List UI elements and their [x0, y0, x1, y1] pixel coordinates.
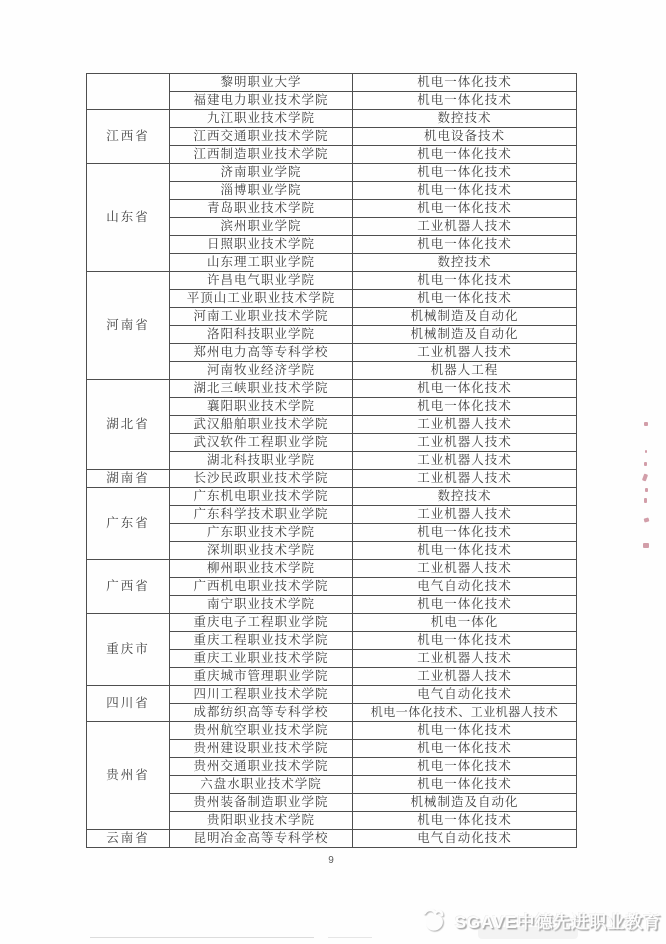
major-cell: 机电一体化技术	[353, 722, 577, 740]
major-cell: 机电一体化技术	[353, 596, 577, 614]
school-cell: 江西交通职业技术学院	[170, 128, 353, 146]
major-cell: 机电一体化技术	[353, 272, 577, 290]
school-cell: 淄博职业学院	[170, 182, 353, 200]
province-cell: 广西省	[87, 560, 170, 614]
table-row	[87, 830, 577, 848]
school-cell: 河南工业职业技术学院	[170, 308, 353, 326]
school-cell: 福建电力职业技术学院	[170, 92, 353, 110]
school-cell: 贵州装备制造职业学院	[170, 794, 353, 812]
province-cell: 湖南省	[87, 470, 170, 488]
major-cell: 机电一体化技术	[353, 290, 577, 308]
school-cell: 江西制造职业技术学院	[170, 146, 353, 164]
major-cell: 数控技术	[353, 488, 577, 506]
school-cell: 重庆工程职业技术学院	[170, 632, 353, 650]
major-cell: 工业机器人技术	[353, 560, 577, 578]
divider-line	[90, 937, 314, 938]
major-cell: 机电一体化技术、工业机器人技术	[353, 704, 577, 722]
province-cell	[87, 74, 170, 110]
major-cell: 机电一体化技术	[353, 146, 577, 164]
major-cell: 机械制造及自动化	[353, 794, 577, 812]
major-cell: 工业机器人技术	[353, 416, 577, 434]
province-cell: 四川省	[87, 686, 170, 722]
school-cell: 四川工程职业技术学院	[170, 686, 353, 704]
school-cell: 贵州航空职业技术学院	[170, 722, 353, 740]
school-cell: 平顶山工业职业技术学院	[170, 290, 353, 308]
major-cell: 机电一体化技术	[353, 524, 577, 542]
school-cell: 成都纺织高等专科学校	[170, 704, 353, 722]
major-cell: 机电设备技术	[353, 128, 577, 146]
province-cell: 河南省	[87, 272, 170, 380]
major-cell: 机电一体化技术	[353, 542, 577, 560]
school-cell: 贵州交通职业技术学院	[170, 758, 353, 776]
school-cell: 襄阳职业技术学院	[170, 398, 353, 416]
divider-line	[328, 937, 372, 938]
major-cell: 机电一体化技术	[353, 740, 577, 758]
school-cell: 湖北科技职业学院	[170, 452, 353, 470]
school-cell: 贵阳职业技术学院	[170, 812, 353, 830]
margin-red-marks	[642, 422, 650, 552]
table-row	[87, 272, 577, 290]
province-college-major-table	[86, 73, 577, 848]
school-cell: 洛阳科技职业学院	[170, 326, 353, 344]
footer-brand	[422, 906, 661, 936]
major-cell: 数控技术	[353, 110, 577, 128]
school-cell: 湖北三峡职业技术学院	[170, 380, 353, 398]
major-cell: 工业机器人技术	[353, 470, 577, 488]
school-cell: 广东机电职业技术学院	[170, 488, 353, 506]
major-cell: 机电一体化技术	[353, 164, 577, 182]
school-cell: 昆明冶金高等专科学校	[170, 830, 353, 848]
sgave-logo-icon	[422, 908, 450, 934]
school-cell: 深圳职业技术学院	[170, 542, 353, 560]
school-cell: 日照职业技术学院	[170, 236, 353, 254]
table-row	[87, 164, 577, 182]
school-cell: 长沙民政职业技术学院	[170, 470, 353, 488]
major-cell: 工业机器人技术	[353, 344, 577, 362]
school-cell: 许昌电气职业学院	[170, 272, 353, 290]
major-cell: 机械制造及自动化	[353, 326, 577, 344]
table-row	[87, 686, 577, 704]
major-cell: 工业机器人技术	[353, 434, 577, 452]
major-cell: 工业机器人技术	[353, 650, 577, 668]
table-row	[87, 488, 577, 506]
major-cell: 电气自动化技术	[353, 686, 577, 704]
major-cell: 工业机器人技术	[353, 506, 577, 524]
school-cell: 重庆城市管理职业学院	[170, 668, 353, 686]
table-row	[87, 614, 577, 632]
major-cell: 机器人工程	[353, 362, 577, 380]
major-cell: 机电一体化技术	[353, 200, 577, 218]
brand-text: SGAVE中德先进职业教育	[454, 911, 661, 932]
school-cell: 广西机电职业技术学院	[170, 578, 353, 596]
school-cell: 黎明职业大学	[170, 74, 353, 92]
major-cell: 电气自动化技术	[353, 830, 577, 848]
page-number: 9	[328, 855, 334, 866]
province-cell: 广东省	[87, 488, 170, 560]
major-cell: 机电一体化技术	[353, 632, 577, 650]
province-cell: 重庆市	[87, 614, 170, 686]
major-cell: 机械制造及自动化	[353, 308, 577, 326]
province-cell: 江西省	[87, 110, 170, 164]
school-cell: 六盘水职业技术学院	[170, 776, 353, 794]
school-cell: 广东科学技术职业学院	[170, 506, 353, 524]
table-row	[87, 380, 577, 398]
province-cell: 贵州省	[87, 722, 170, 830]
major-cell: 机电一体化技术	[353, 236, 577, 254]
table-row	[87, 560, 577, 578]
school-cell: 南宁职业技术学院	[170, 596, 353, 614]
major-cell: 机电一体化	[353, 614, 577, 632]
table-row	[87, 110, 577, 128]
school-cell: 郑州电力高等专科学校	[170, 344, 353, 362]
school-cell: 贵州建设职业技术学院	[170, 740, 353, 758]
province-cell: 云南省	[87, 830, 170, 848]
table-row	[87, 470, 577, 488]
major-cell: 机电一体化技术	[353, 380, 577, 398]
major-cell: 工业机器人技术	[353, 668, 577, 686]
major-cell: 机电一体化技术	[353, 758, 577, 776]
school-cell: 青岛职业技术学院	[170, 200, 353, 218]
table-row	[87, 722, 577, 740]
major-cell: 数控技术	[353, 254, 577, 272]
province-cell: 湖北省	[87, 380, 170, 470]
school-cell: 武汉软件工程职业学院	[170, 434, 353, 452]
school-cell: 山东理工职业学院	[170, 254, 353, 272]
major-cell: 工业机器人技术	[353, 218, 577, 236]
major-cell: 机电一体化技术	[353, 812, 577, 830]
school-cell: 柳州职业技术学院	[170, 560, 353, 578]
major-cell: 机电一体化技术	[353, 182, 577, 200]
major-cell: 电气自动化技术	[353, 578, 577, 596]
school-cell: 重庆电子工程职业学院	[170, 614, 353, 632]
major-cell: 机电一体化技术	[353, 776, 577, 794]
school-cell: 滨州职业学院	[170, 218, 353, 236]
major-cell: 机电一体化技术	[353, 74, 577, 92]
major-cell: 机电一体化技术	[353, 92, 577, 110]
major-cell: 机电一体化技术	[353, 398, 577, 416]
school-cell: 武汉船舶职业技术学院	[170, 416, 353, 434]
school-cell: 河南牧业经济学院	[170, 362, 353, 380]
table-body	[87, 74, 577, 848]
school-cell: 广东职业技术学院	[170, 524, 353, 542]
table-row	[87, 74, 577, 92]
school-cell: 九江职业技术学院	[170, 110, 353, 128]
school-cell: 济南职业学院	[170, 164, 353, 182]
major-cell: 工业机器人技术	[353, 452, 577, 470]
province-cell: 山东省	[87, 164, 170, 272]
school-cell: 重庆工业职业技术学院	[170, 650, 353, 668]
